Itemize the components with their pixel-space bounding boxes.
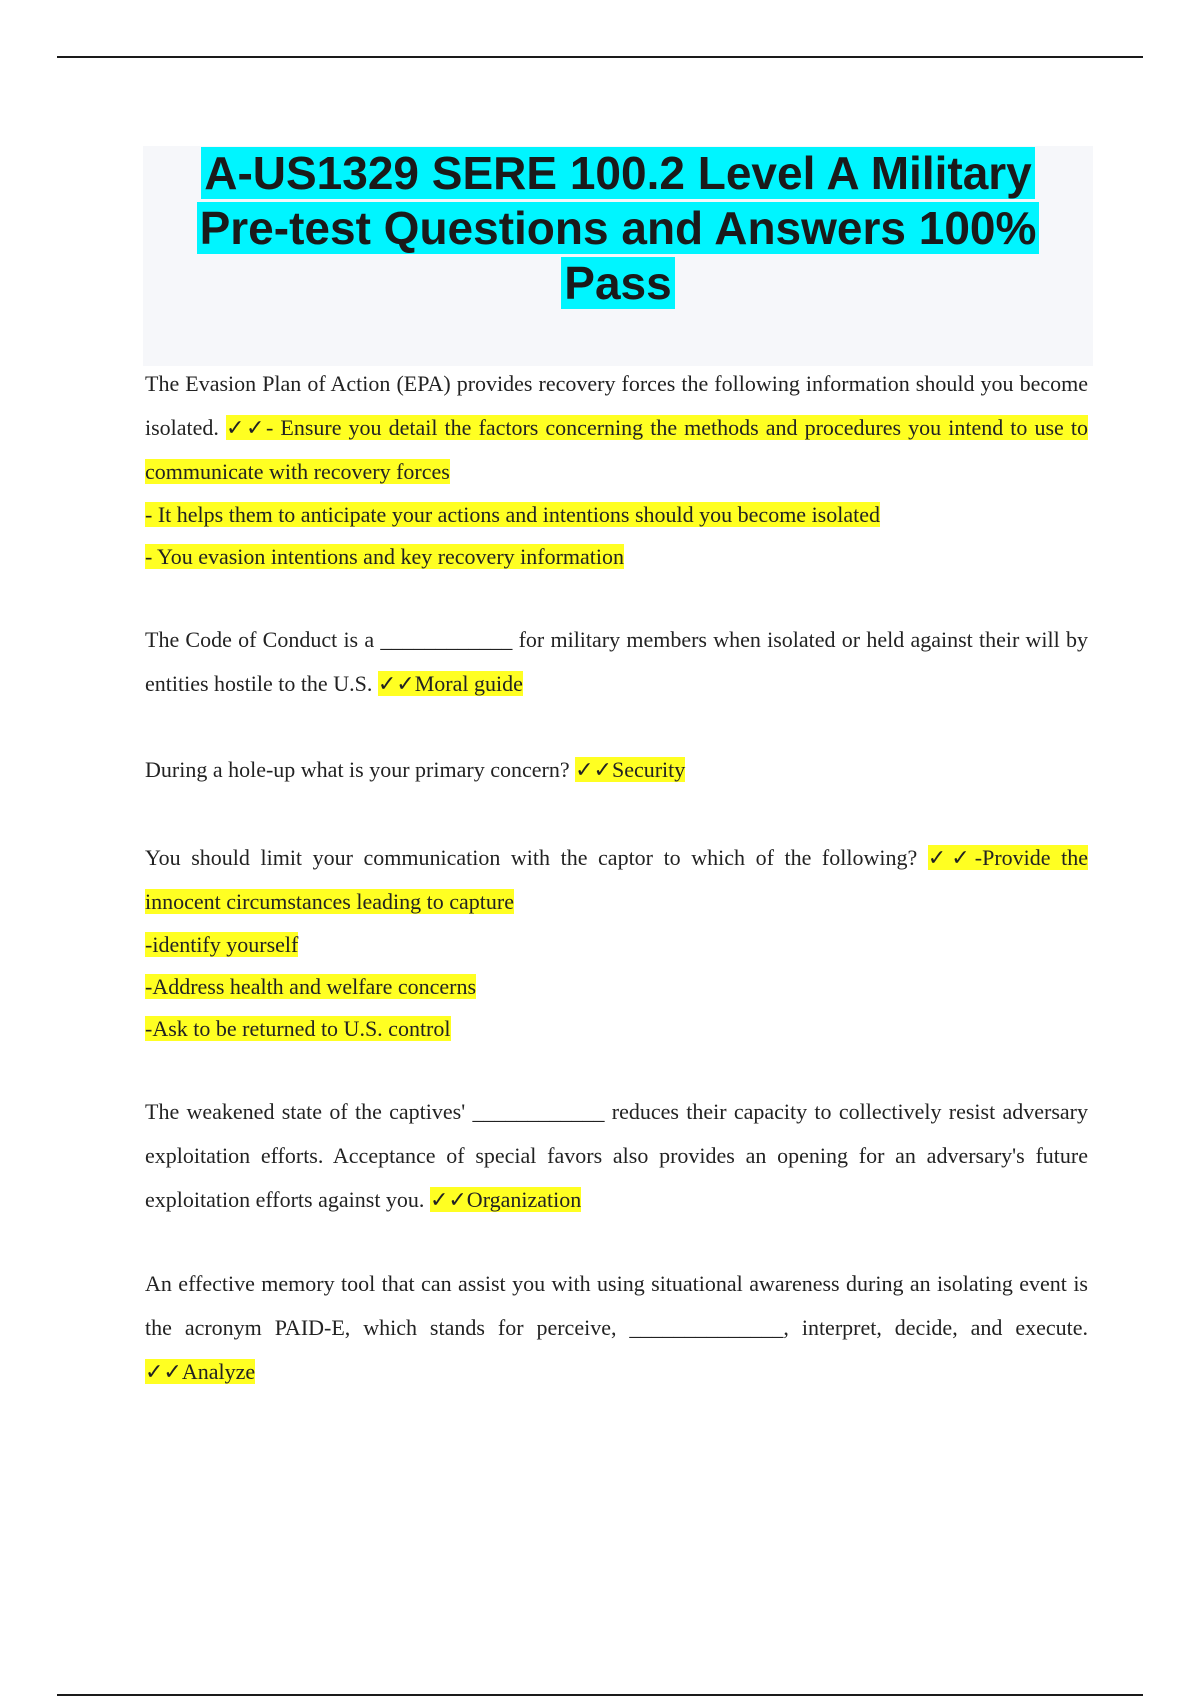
title-line-2: Pre-test Questions and Answers 100% (197, 202, 1040, 254)
answer-text: ✓✓Moral guide (377, 671, 523, 696)
answer-text: ✓✓Security (575, 757, 686, 782)
qa-item-hole-up (145, 748, 1088, 792)
document-title (143, 146, 1093, 366)
top-rule (57, 56, 1143, 58)
question-text: During a hole-up what is your primary concern? (145, 757, 576, 782)
qa-list (145, 362, 1088, 1394)
answer-text: ✓✓Organization (429, 1187, 582, 1212)
qa-item-paid-e (145, 1262, 1088, 1394)
qa-item-captor-communication (145, 836, 1088, 924)
title-line-3: Pass (561, 257, 674, 309)
answer-extra-line: - You evasion intentions and key recovery information (145, 544, 625, 569)
qa-item-epa (145, 362, 1088, 494)
title-line-1: A-US1329 SERE 100.2 Level A Military (201, 147, 1035, 199)
question-text: The weakened state of the captives' ____________ reduces their capacity to collectively resist adversary exploitation efforts. Acceptance of special favors also provides an opening for an adversary's future exploitation efforts against you. (145, 1099, 1088, 1212)
answer-text: ✓✓Analyze (145, 1359, 256, 1384)
answer-extra-line: -Address health and welfare concerns (145, 974, 477, 999)
question-text: You should limit your communication with the captor to which of the following? (145, 845, 928, 870)
bottom-rule (57, 1694, 1143, 1696)
answer-extra-line: -Ask to be returned to U.S. control (145, 1016, 451, 1041)
question-text: The Evasion Plan of Action (EPA) provides recovery forces the following information should you become isolated. (145, 371, 1088, 440)
answer-extra-line: - It helps them to anticipate your actions and intentions should you become isolated (145, 502, 881, 527)
qa-item-weakened-state (145, 1090, 1088, 1222)
question-text: The Code of Conduct is a ____________ for military members when isolated or held against their will by entities hostile to the U.S. (145, 627, 1088, 696)
answer-text: ✓✓-Provide the innocent circumstances leading to capture (145, 845, 1088, 914)
question-text: An effective memory tool that can assist you with using situational awareness during an isolating event is the acronym PAID-E, which stands for perceive, ______________, interpret, decide, and execute. (145, 1271, 1088, 1340)
answer-extra-line: -identify yourself (145, 932, 299, 957)
answer-text: ✓✓- Ensure you detail the factors concerning the methods and procedures you intend to use to communicate with recovery forces (145, 415, 1088, 484)
qa-item-code-of-conduct (145, 618, 1088, 706)
